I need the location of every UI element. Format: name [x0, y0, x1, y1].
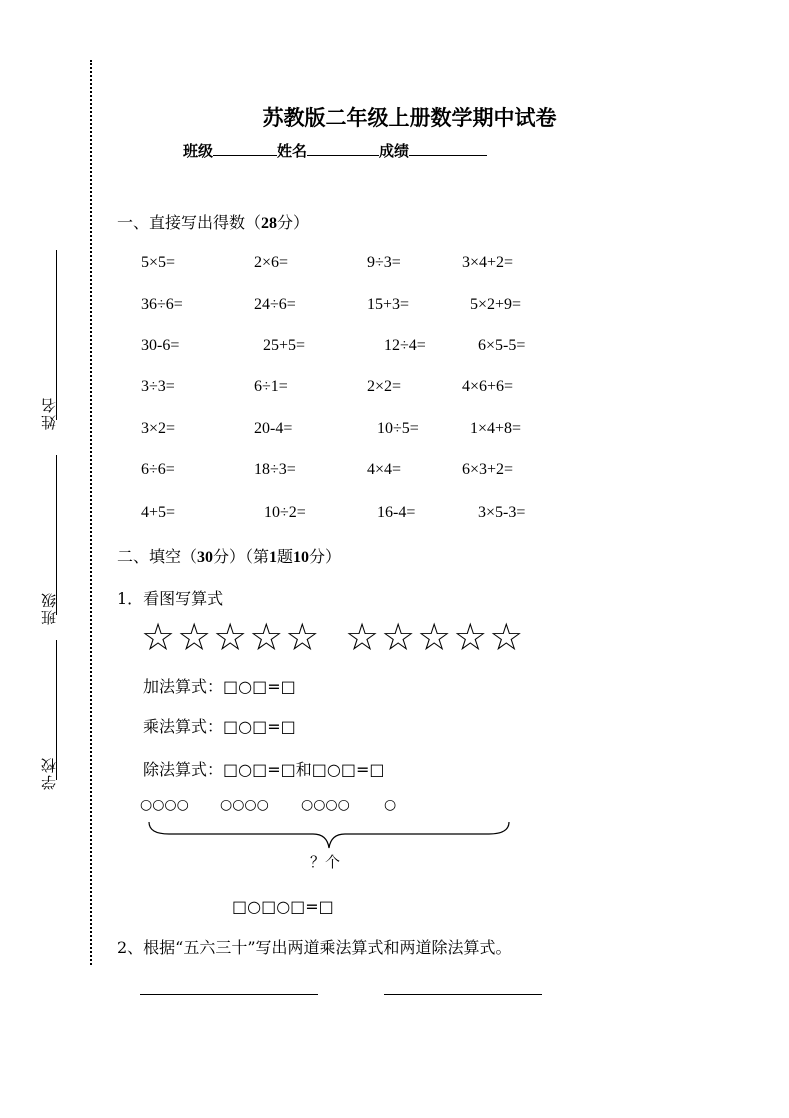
- section2-question-points: 10: [293, 549, 310, 566]
- division-label: 除法算式：: [143, 760, 224, 779]
- multiplication-label: 乘法算式：: [143, 717, 224, 736]
- name-write-line: [56, 250, 57, 420]
- class-field-label: 班级: [183, 142, 214, 160]
- equation-item: 10÷2=: [264, 504, 306, 521]
- page-title: 苏教版二年级上册数学期中试卷: [262, 106, 557, 130]
- sidebar-school-label: 学校: [40, 756, 58, 790]
- section2-heading: [117, 544, 341, 567]
- equation-item: 12÷4=: [384, 337, 426, 354]
- equation-item: 2×6=: [254, 254, 289, 271]
- equation-item: 6÷1=: [254, 378, 288, 395]
- equation-item: 18÷3=: [254, 461, 296, 478]
- section2-heading-suffix: 分）: [309, 547, 342, 566]
- equation-item: 24÷6=: [254, 296, 296, 313]
- equation-item: 5×5=: [141, 254, 176, 271]
- star-group-2: ☆☆☆☆☆: [345, 615, 526, 659]
- curly-brace: [143, 818, 515, 852]
- section1-heading: [117, 210, 309, 233]
- division-formula-row: [143, 757, 384, 780]
- binding-dotted-line: [90, 60, 92, 965]
- score-blank[interactable]: [409, 141, 487, 156]
- section2-heading-mid2: 题: [277, 547, 294, 566]
- sidebar-name-label: 姓名: [40, 396, 58, 430]
- circle-group-3: ○○○○: [301, 797, 350, 813]
- equation-item: 9÷3=: [367, 254, 401, 271]
- equation-item: 36÷6=: [141, 296, 183, 313]
- answer-line-2[interactable]: [384, 993, 542, 995]
- equation-item: 3÷3=: [141, 378, 175, 395]
- equation-item: 6×5-5=: [478, 337, 526, 354]
- name-blank[interactable]: [307, 141, 379, 156]
- student-info-row: [183, 140, 487, 161]
- addition-formula-boxes[interactable]: □○□=□: [223, 677, 296, 696]
- equation-item: 15+3=: [367, 296, 410, 313]
- equation-item: 6×3+2=: [462, 461, 514, 478]
- section2-heading-mid: 分）（第: [213, 547, 270, 566]
- section2-heading-prefix: 二、填空（: [117, 547, 198, 566]
- sidebar-class-label: 班级: [40, 591, 58, 625]
- equation-item: 4+5=: [141, 504, 176, 521]
- section2-question-number: 1: [269, 549, 278, 566]
- sidebar-class-field: [38, 455, 62, 625]
- equation-item: 30-6=: [141, 337, 180, 354]
- equation-item: 16-4=: [377, 504, 416, 521]
- question1-label: 1．看图写算式: [117, 589, 224, 608]
- addition-label: 加法算式：: [143, 677, 224, 696]
- circle-group-2: ○○○○: [220, 797, 269, 813]
- equation-item: 2×2=: [367, 378, 402, 395]
- sidebar-name-field: [38, 250, 62, 430]
- equation-item: 4×6+6=: [462, 378, 514, 395]
- question2-label: 2、根据“五六三十”写出两道乘法算式和两道除法算式。: [117, 938, 512, 957]
- section2-points: 30: [197, 549, 214, 566]
- section1-heading-suffix: 分）: [277, 213, 310, 232]
- equation-item: 20-4=: [254, 420, 293, 437]
- division-and-label: 和: [295, 760, 312, 779]
- answer-line-1[interactable]: [140, 993, 318, 995]
- equation-item: 5×2+9=: [470, 296, 522, 313]
- star-group-1: ☆☆☆☆☆: [141, 615, 322, 659]
- equation-item: 4×4=: [367, 461, 402, 478]
- division-formula-boxes-2[interactable]: □○□=□: [311, 760, 385, 779]
- sidebar-school-field: [38, 640, 62, 790]
- equation-item: 3×2=: [141, 420, 176, 437]
- multiplication-formula-boxes[interactable]: □○□=□: [223, 717, 296, 736]
- equation-item: 3×5-3=: [478, 504, 526, 521]
- name-field-label: 姓名: [277, 142, 308, 160]
- equation-item: 6÷6=: [141, 461, 175, 478]
- equation-item: 10÷5=: [377, 420, 419, 437]
- long-formula-boxes[interactable]: □○□○□=□: [232, 897, 334, 916]
- circle-group-1: ○○○○: [140, 797, 189, 813]
- section1-points: 28: [261, 215, 278, 232]
- multiplication-formula-row: [143, 714, 296, 737]
- brace-caption: ？个: [310, 853, 341, 871]
- circle-group-4: ○: [384, 797, 397, 813]
- score-field-label: 成绩: [379, 142, 410, 160]
- class-blank[interactable]: [213, 141, 277, 156]
- section1-heading-prefix: 一、直接写出得数（: [117, 213, 262, 232]
- division-formula-boxes-1[interactable]: □○□=□: [223, 760, 296, 779]
- addition-formula-row: [143, 674, 296, 697]
- equation-item: 3×4+2=: [462, 254, 514, 271]
- equation-item: 25+5=: [263, 337, 306, 354]
- equation-item: 1×4+8=: [470, 420, 522, 437]
